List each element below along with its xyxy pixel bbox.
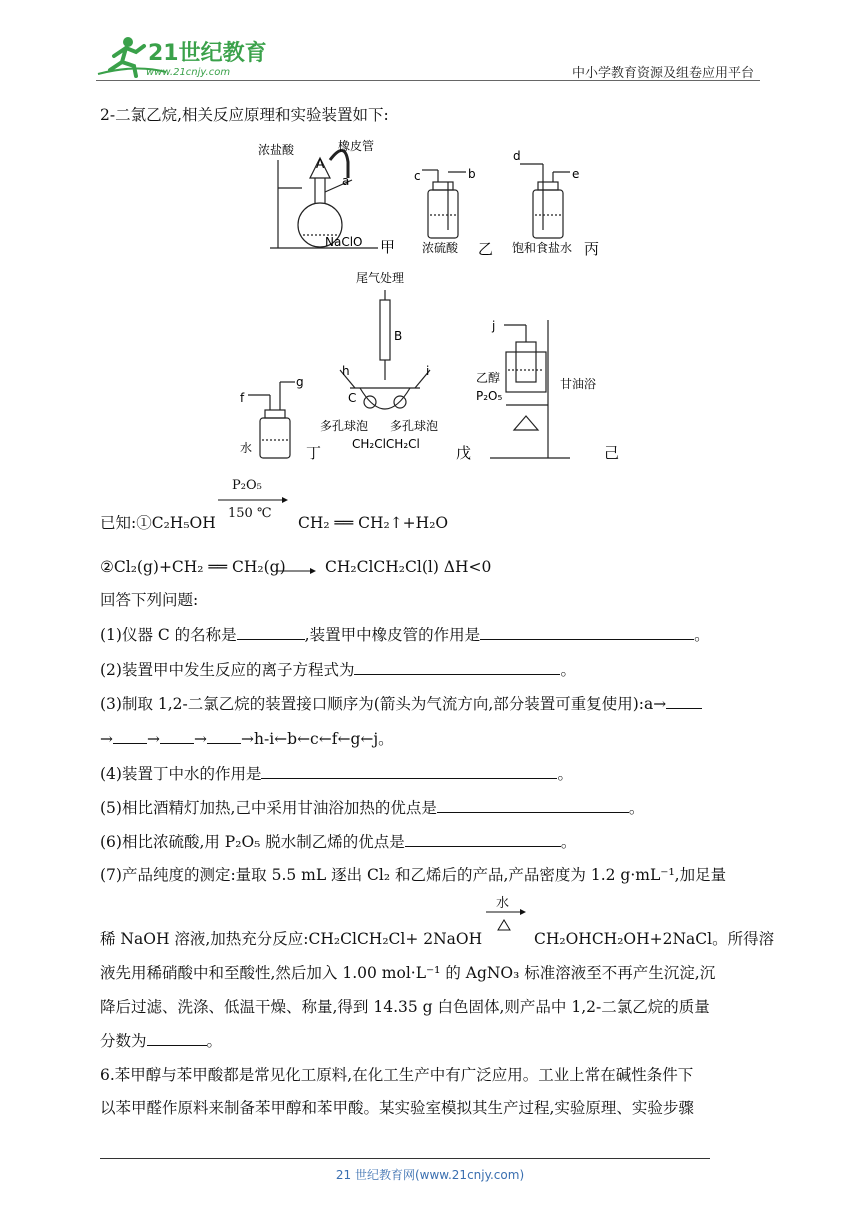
known-reaction-2-right: CH₂ClCH₂Cl(l) ΔH<0 [325,558,492,576]
site-logo [96,34,266,80]
answer-blank[interactable] [237,624,305,640]
known-product-1: CH₂ ══ CH₂↑+H₂O [298,514,449,532]
logo-url: www.21cnjy.com [146,67,231,78]
question-3-line-1: (3)制取 1,2-二氯乙烷的装置接口顺序为(箭头为气流方向,部分装置可重复使用):a→ [100,693,702,715]
arrow-cond-top: P₂O₅ [232,478,262,493]
platform-name: 中小学教育资源及组卷应用平台 [571,66,754,81]
answer-blank[interactable] [480,624,694,640]
known-prefix: 已知:①C₂H₅OH [100,514,216,532]
question-7-line-1: (7)产品纯度的测定:量取 5.5 mL 逐出 Cl₂ 和乙烯后的产品,产品密度为 1.2 g·mL⁻¹,加足量 [100,866,727,884]
arrow-cond-bottom: 150 ℃ [228,506,272,521]
label-ding: 丁 [306,444,322,462]
question-7-line-2: 稀 NaOH 溶液,加热充分反应:CH₂ClCH₂Cl+ 2NaOH [100,930,483,948]
label-water: 水 [240,441,253,455]
arrow-cond-water: 水 [496,896,510,911]
label-e: e [572,167,580,181]
label-h: h [342,364,350,378]
answer-blank[interactable] [405,831,561,847]
header-divider [96,80,760,81]
question-7-line-5: 分数为 。 [100,1032,223,1050]
logo-text: 21世纪教育 [148,41,266,66]
label-tail-gas: 尾气处理 [356,271,405,285]
label-i: i [426,364,430,378]
answer-blank[interactable] [113,728,147,744]
question-2: (2)装置甲中发生反应的离子方程式为 。 [100,661,576,679]
reaction-arrow-1 [218,478,288,522]
answer-blank[interactable] [160,728,194,744]
label-c: c [414,169,421,183]
answer-blank[interactable] [437,797,629,813]
known-reaction-2-left: ②Cl₂(g)+CH₂ ══ CH₂(g) [100,558,286,576]
reaction-arrow-2 [276,560,316,570]
question-7-line-4: 降后过滤、洗涤、低温干燥、称量,得到 14.35 g 白色固体,则产品中 1,2-二氯乙烷的质量 [100,998,710,1016]
intro-text: 2-二氯乙烷,相关反应原理和实验装置如下: [100,106,389,124]
label-B: B [394,329,403,343]
label-ethanol: 乙醇 [476,371,501,385]
footer-divider [100,1158,710,1159]
label-jia: 甲 [380,238,396,256]
label-sat-brine: 饱和食盐水 [512,241,573,255]
question-4: (4)装置丁中水的作用是 。 [100,765,573,783]
label-porous-right: 多孔球泡 [390,419,439,433]
label-ji: 己 [604,444,620,462]
answer-blank[interactable] [666,693,702,709]
question-7-line-2-end: CH₂OHCH₂OH+2NaCl。所得溶 [534,930,775,948]
label-f: f [240,391,245,405]
label-conc-h2so4: 浓硫酸 [422,241,459,255]
label-wu: 戊 [456,444,472,462]
reaction-arrow-3 [486,892,526,936]
label-yi: 乙 [478,240,494,258]
apparatus-diagram [230,130,630,465]
label-b: b [468,167,476,181]
answer-prompt: 回答下列问题: [100,591,199,609]
question-3-line-2: → → → →h-i←b←c←f←g←j。 [100,730,394,748]
label-j: j [492,319,496,333]
answer-blank[interactable] [147,1030,207,1046]
label-naclo: NaClO [325,235,363,249]
apparatus-yi [422,170,466,238]
question-5: (5)相比酒精灯加热,己中采用甘油浴加热的优点是 。 [100,799,645,817]
footer-text: 21 世纪教育网(www.21cnjy.com) [335,1168,525,1182]
answer-blank[interactable] [354,659,560,675]
label-d: d [513,149,521,163]
label-bing: 丙 [584,240,600,258]
label-g: g [296,375,304,389]
question-6: (6)相比浓硫酸,用 P₂O₅ 脱水制乙烯的优点是 。 [100,833,577,851]
label-glycerol-bath: 甘油浴 [560,377,597,391]
label-porous-left: 多孔球泡 [320,419,369,433]
next-question-line-1: 6.苯甲醇与苯甲酸都是常见化工原料,在化工生产中有广泛应用。工业上常在碱性条件下 [100,1066,694,1084]
known-reaction-1 [100,512,216,534]
question-7-line-3: 液先用稀硝酸中和至酸性,然后加入 1.00 mol·L⁻¹ 的 AgNO₃ 标准溶液至不再产生沉淀,沉 [100,964,716,982]
apparatus-ding [248,382,295,458]
label-conc-hcl: 浓盐酸 [258,143,295,157]
label-A: A [316,157,325,171]
answer-blank[interactable] [261,763,557,779]
label-product: CH₂ClCH₂Cl [352,437,420,451]
next-question-line-2: 以苯甲醛作原料来制备苯甲醇和苯甲酸。某实验室模拟其生产过程,实验原理、实验步骤 [100,1099,694,1117]
apparatus-bing [520,164,570,238]
label-a: a [342,174,350,188]
label-rubber-tube: 橡皮管 [338,139,375,153]
label-C: C [348,391,357,405]
question-1: (1)仪器 C 的名称是 ,装置甲中橡皮管的作用是 。 [100,626,710,644]
answer-blank[interactable] [207,728,241,744]
label-p2o5: P₂O₅ [476,389,503,403]
